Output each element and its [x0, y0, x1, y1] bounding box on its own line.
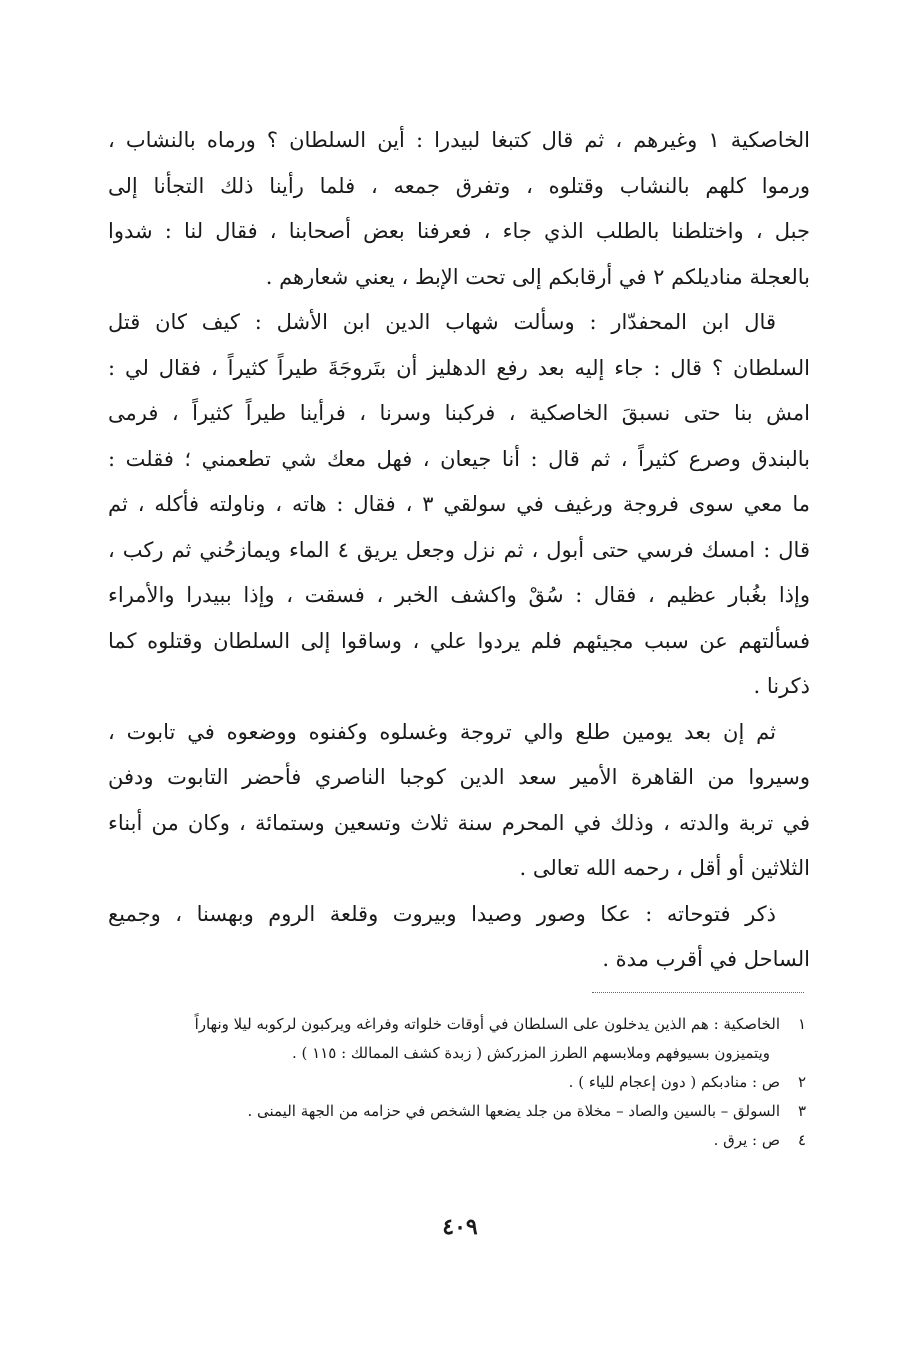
text-line: الثلاثين أو أقل ، رحمه الله تعالى . — [519, 856, 810, 880]
footnote-text: ص : يرق . — [713, 1131, 780, 1149]
text-line: وإذا بغُبار عظيم ، فقال : سُقْ واكشف الخبر ، فسقت ، وإذا ببيدرا والأمراء — [108, 583, 810, 607]
text-line: في تربة والدته ، وذلك في المحرم سنة ثلاث وتسعين وستمائة ، وكان من أبناء — [108, 810, 810, 835]
footnote-number: ١ — [797, 1015, 806, 1033]
text-line: ذكر فتوحاته : عكا وصور وصيدا وبيروت وقلعة الروم وبهسنا ، وجميع — [108, 901, 776, 926]
footnote-2 — [104, 1068, 806, 1097]
footnote-text: السولق – بالسين والصاد – مخلاة من جلد يضعها الشخص في حزامه من الجهة اليمنى . — [247, 1102, 780, 1120]
text-line: ثم إن بعد يومين طلع والي تروجة وغسلوه وكفنوه ووضعوه في تابوت ، — [108, 719, 776, 744]
footnote-3 — [104, 1097, 806, 1126]
text-line: وسيروا من القاهرة الأمير سعد الدين كوجبا الناصري فأحضر التابوت ودفن — [108, 765, 810, 789]
text-line: بالبندق وصرع كثيراً ، ثم قال : أنا جيعان ، فهل معك شي تطعمني ؛ فقلت : — [108, 446, 810, 471]
footnote-4 — [104, 1126, 806, 1155]
text-line: ذكرنا . — [753, 674, 810, 698]
text-line: جبل ، واختلطنا بالطلب الذي جاء ، فعرفنا بعض أصحابنا ، فقال لنا : شدوا — [108, 219, 810, 243]
footnote-text: الخاصكية : هم الذين يدخلون على السلطان في أوقات خلواته وفراغه ويركبون لركوبه ليلا ونهاراً — [194, 1015, 780, 1033]
main-text — [108, 118, 810, 983]
page-number: ٤٠٩ — [442, 1214, 478, 1240]
text-line: قال ابن المحفدّار : وسألت شهاب الدين ابن الأشل : كيف كان قتل — [108, 310, 776, 334]
footnote-text: ص : منادبكم ( دون إعجام للياء ) . — [568, 1073, 780, 1091]
footnote-1 — [104, 1010, 806, 1039]
text-line: الساحل في أقرب مدة . — [602, 947, 810, 971]
text-line: فسألتهم عن سبب مجيئهم فلم يردوا علي ، وساقوا إلى السلطان وقتلوه كما — [108, 628, 810, 653]
footnote-1-continued — [104, 1039, 806, 1068]
footnotes — [104, 1010, 806, 1155]
text-line: بالعجلة مناديلكم ٢ في أرقابكم إلى تحت الإبط ، يعني شعارهم . — [265, 264, 810, 289]
text-line: السلطان ؟ قال : جاء إليه بعد رفع الدهليز أن بتَروجَةَ طيراً كثيراً ، فقال لي : — [108, 355, 810, 380]
footnote-divider — [592, 992, 804, 993]
text-line: امش بنا حتى نسبقَ الخاصكية ، فركبنا وسرنا ، فرأينا طيراً كثيراً ، فرمى — [108, 401, 810, 425]
footnote-number: ٢ — [797, 1073, 806, 1091]
text-line: قال : امسك فرسي حتى أبول ، ثم نزل وجعل يريق ٤ الماء ويمازحُني ثم ركب ، — [108, 537, 810, 562]
text-line: ما معي سوى فروجة ورغيف في سولقي ٣ ، فقال : هاته ، وناولته فأكله ، ثم — [108, 492, 810, 516]
footnote-number: ٤ — [797, 1131, 806, 1149]
footnote-text: ويتميزون بسيوفهم وملابسهم الطرز المزركش ( زبدة كشف الممالك : ١١٥ ) . — [292, 1044, 770, 1062]
text-line: ورموا كلهم بالنشاب وقتلوه ، وتفرق جمعه ، فلما رأينا ذلك التجأنا إلى — [108, 173, 810, 198]
text-line: الخاصكية ١ وغيرهم ، ثم قال كتبغا لبيدرا : أين السلطان ؟ ورماه بالنشاب ، — [108, 128, 810, 152]
footnote-number: ٣ — [797, 1102, 806, 1120]
